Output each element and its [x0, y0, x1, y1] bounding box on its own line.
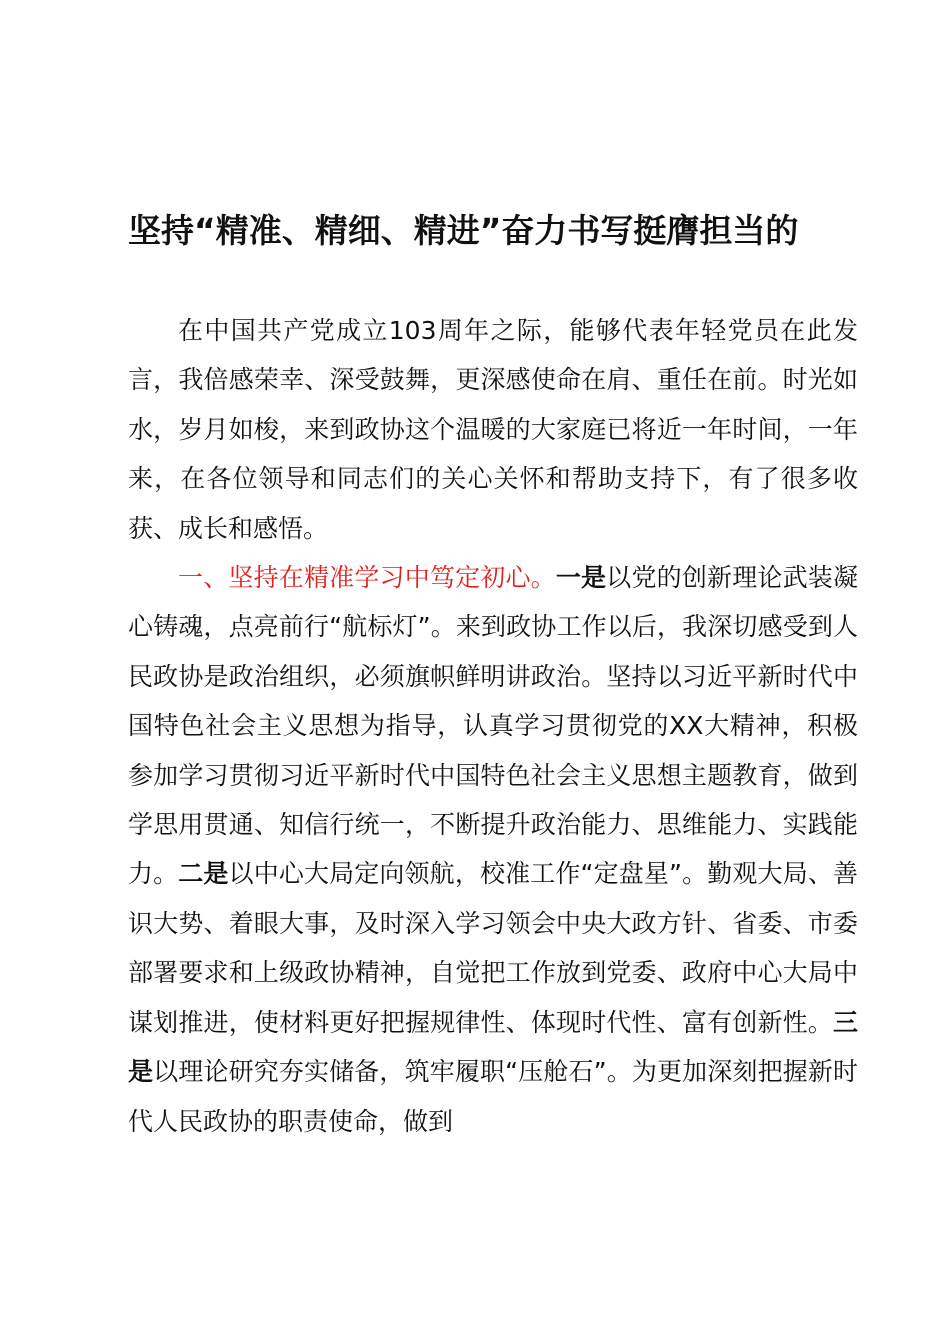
- point-1-label: 一是: [555, 563, 607, 593]
- point-3-text: 以理论研究夯实储备，筑牢履职“压舱石”。为更加深刻把握新时代人民政协的职责使命，做到: [128, 1057, 858, 1136]
- point-1-text: 以党的创新理论武装凝心铸魂，点亮前行“航标灯”。来到政协工作以后，我深切感受到人民政协是政治组织，必须旗帜鲜明讲政治。坚持以习近平新时代中国特色社会主义思想为指导，认真学习贯彻党的XX大精神，积极参加学习贯彻习近平新时代中国特色社会主义思想主题教育，做到学思用贯通、知信行统一，不断提升政治能力、思维能力、实践能力。: [128, 563, 858, 889]
- point-2-text: 以中心大局定向领航，校准工作“定盘星”。勤观大局、善识大势、着眼大事，及时深入学习领会中央大政方针、省委、市委部署要求和上级政协精神，自觉把工作放到党委、政府中心大局中谋划推进，使材料更好把握规律性、体现时代性、富有创新性。: [128, 859, 858, 1037]
- point-2-label: 二是: [178, 859, 229, 889]
- point-3-label: 三是: [128, 1007, 858, 1087]
- document-title: 坚持“精准、精细、精进”奋力书写挺膺担当的: [128, 211, 799, 250]
- section-1-paragraph: [128, 553, 858, 1146]
- section-1-heading: 一、坚持在精准学习中笃定初心。: [178, 563, 556, 593]
- document-body: [128, 306, 858, 1146]
- intro-paragraph: 在中国共产党成立103周年之际，能够代表年轻党员在此发言，我倍感荣幸、深受鼓舞，更深感使命在肩、重任在前。时光如水，岁月如梭，来到政协这个温暖的大家庭已将近一年时间，一年来，在各位领导和同志们的关心关怀和帮助支持下，有了很多收获、成长和感悟。: [128, 316, 858, 543]
